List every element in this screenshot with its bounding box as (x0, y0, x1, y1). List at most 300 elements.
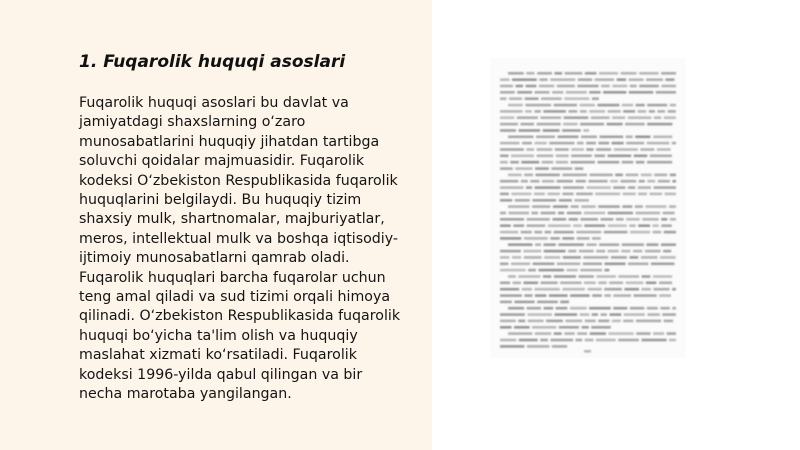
blurred-word (665, 193, 676, 196)
blurred-word (645, 205, 666, 208)
blurred-word (647, 243, 659, 246)
blurred-word (535, 91, 550, 94)
blurred-word (558, 136, 579, 139)
blurred-word (500, 212, 506, 215)
blurred-word (500, 231, 518, 234)
blurred-word (574, 199, 589, 202)
blurred-word (612, 320, 621, 323)
blurred-word (596, 339, 616, 342)
blurred-word (500, 294, 522, 297)
blurred-word (596, 275, 616, 278)
blurred-word (576, 231, 601, 234)
blurred-word (588, 180, 607, 183)
blurred-word (642, 288, 651, 291)
blurred-word (608, 155, 632, 158)
blurred-word (515, 167, 532, 170)
blurred-word (653, 224, 659, 227)
blurred-word (559, 199, 572, 202)
blurred-word (583, 256, 608, 259)
blurred-word (515, 199, 530, 202)
blurred-word (584, 282, 596, 285)
blurred-word (638, 186, 651, 189)
blurred-word (566, 91, 587, 94)
blurred-word (522, 288, 532, 291)
blurred-word (659, 282, 672, 285)
blurred-word (598, 142, 609, 145)
blurred-word (534, 231, 542, 234)
blurred-word (580, 123, 604, 126)
blurred-word (553, 205, 568, 208)
blurred-word (500, 167, 513, 170)
blurred-word (511, 155, 534, 158)
body-line: ijtimoiy munosabatlarni qamrab oladi. (79, 250, 350, 267)
blurred-word (514, 301, 534, 304)
blurred-word (585, 339, 594, 342)
blurred-word (565, 72, 583, 75)
blurred-word (510, 161, 519, 164)
blurred-word (551, 167, 572, 170)
blurred-word (617, 78, 626, 81)
blurred-word (581, 136, 597, 139)
blurred-word (642, 339, 667, 342)
blurred-word (517, 91, 532, 94)
blurred-word (580, 110, 587, 113)
blurred-word (613, 294, 631, 297)
blurred-word (508, 332, 532, 335)
blurred-word (562, 237, 574, 240)
blurred-word (553, 218, 567, 221)
blurred-word (629, 91, 654, 94)
blurred-word (527, 345, 550, 348)
blurred-word (524, 256, 542, 259)
blurred-word (500, 320, 516, 323)
blurred-word (526, 186, 532, 189)
blurred-word (623, 320, 633, 323)
blurred-word (576, 193, 593, 196)
blurred-word (610, 313, 622, 316)
blurred-word (608, 110, 621, 113)
blurred-word (629, 78, 644, 81)
blurred-word (528, 320, 544, 323)
blurred-word (661, 243, 676, 246)
blurred-word (535, 186, 561, 189)
blurred-word (662, 313, 676, 316)
blurred-word (660, 307, 669, 310)
blurred-word (670, 104, 676, 107)
blurred-word (622, 205, 632, 208)
blurred-word (570, 307, 587, 310)
blurred-word (653, 231, 662, 234)
blurred-word (608, 224, 627, 227)
blurred-word (629, 256, 638, 259)
blurred-word (622, 243, 644, 246)
blurred-word (539, 85, 554, 88)
blurred-word (587, 243, 597, 246)
blurred-word (608, 332, 633, 335)
blurred-word (524, 174, 533, 177)
blurred-word (609, 282, 623, 285)
blurred-word (547, 193, 560, 196)
blurred-word (513, 224, 524, 227)
blurred-word (535, 167, 549, 170)
blurred-word (599, 243, 619, 246)
blurred-word (573, 224, 582, 227)
blurred-word (646, 282, 657, 285)
blurred-word (592, 237, 601, 240)
blurred-word (513, 282, 521, 285)
blurred-word (648, 313, 660, 316)
blurred-word (535, 243, 541, 246)
blurred-word (525, 97, 539, 100)
blurred-word (518, 320, 525, 323)
blurred-word (658, 180, 670, 183)
blurred-word (638, 224, 650, 227)
blurred-word (571, 161, 595, 164)
blurred-word (588, 288, 602, 291)
blurred-word (647, 142, 670, 145)
blurred-word (523, 250, 541, 253)
blurred-word (647, 123, 672, 126)
blurred-word (509, 97, 522, 100)
blurred-word (645, 250, 661, 253)
blurred-word (628, 116, 652, 119)
blurred-word (636, 104, 645, 107)
blurred-word (518, 275, 540, 278)
blurred-word (541, 97, 562, 100)
body-line: meros, intellektual mulk va boshqa iqtisodiy- (79, 230, 399, 247)
blurred-word (500, 199, 512, 202)
blurred-word (621, 72, 637, 75)
blurred-word (657, 148, 671, 151)
blurred-word (500, 91, 515, 94)
blurred-word (557, 85, 575, 88)
blurred-word (638, 193, 647, 196)
blurred-word (624, 288, 639, 291)
blurred-word (601, 85, 610, 88)
blurred-word (663, 250, 671, 253)
blurred-word (580, 313, 590, 316)
blurred-word (527, 313, 552, 316)
blurred-word (601, 218, 614, 221)
blurred-word (562, 288, 585, 291)
blurred-word (672, 180, 676, 183)
blurred-word (605, 269, 610, 272)
blurred-word (533, 263, 555, 266)
blurred-word (546, 320, 563, 323)
slide-body-text (79, 94, 424, 405)
blurred-word (612, 116, 625, 119)
blurred-word (583, 263, 602, 266)
blurred-word (613, 186, 625, 189)
blurred-word (605, 263, 626, 266)
blurred-word (610, 180, 618, 183)
blurred-word (577, 332, 587, 335)
blurred-word (608, 212, 633, 215)
blurred-word (544, 243, 556, 246)
blurred-word (564, 116, 589, 119)
blurred-word (584, 224, 605, 227)
blurred-word (571, 148, 584, 151)
blurred-word (629, 224, 635, 227)
body-line: necha marotaba yangilangan. (79, 386, 292, 403)
blurred-word (569, 218, 578, 221)
blurred-word (537, 148, 553, 151)
blurred-word (554, 332, 562, 335)
blurred-word (508, 136, 534, 139)
blurred-word (539, 269, 565, 272)
blurred-word (542, 161, 554, 164)
blurred-word (559, 326, 579, 329)
body-line: teng amal qiladi va sud tizimi orqali himoya (79, 289, 391, 306)
blurred-text-lines (490, 58, 686, 358)
blurred-word (549, 142, 574, 145)
blurred-word (527, 307, 541, 310)
blurred-word (560, 282, 581, 285)
blurred-word (543, 110, 566, 113)
blurred-word (634, 155, 648, 158)
blurred-word (590, 174, 613, 177)
blurred-word (669, 339, 676, 342)
blurred-word (508, 174, 522, 177)
blurred-word (564, 332, 575, 335)
blurred-word (661, 85, 676, 88)
blurred-word (598, 104, 620, 107)
blurred-word (525, 104, 551, 107)
blurred-word (623, 110, 635, 113)
blurred-word (670, 174, 676, 177)
blurred-word (540, 116, 561, 119)
blurred-word (664, 116, 676, 119)
blurred-word (563, 186, 584, 189)
blurred-word (641, 256, 658, 259)
blurred-word (581, 218, 599, 221)
blurred-word (521, 161, 539, 164)
blurred-word (549, 294, 568, 297)
blurred-word (500, 97, 507, 100)
blurred-word (595, 193, 620, 196)
blurred-word (563, 256, 581, 259)
blurred-word (598, 320, 609, 323)
blurred-word (664, 231, 676, 234)
blurred-word (589, 91, 600, 94)
blurred-word (672, 307, 676, 310)
blurred-word (500, 263, 509, 266)
blurred-word (604, 288, 622, 291)
blurred-word (665, 78, 674, 81)
blurred-word (560, 301, 569, 304)
blurred-word (519, 129, 541, 132)
blurred-word (586, 148, 593, 151)
blurred-word (595, 78, 614, 81)
blurred-word (672, 288, 676, 291)
blurred-word (524, 237, 548, 240)
blurred-word (500, 269, 526, 272)
blurred-word (630, 307, 644, 310)
body-line: Fuqarolik huquqlari barcha fuqarolar uchun (79, 269, 386, 286)
blurred-word (589, 307, 611, 310)
blurred-word (516, 85, 524, 88)
blurred-word (565, 320, 582, 323)
slide-title: 1. Fuqarolik huquqi asoslari (79, 52, 346, 72)
blurred-word (524, 294, 532, 297)
blurred-word (626, 136, 633, 139)
blurred-word (628, 186, 635, 189)
blurred-word (625, 123, 645, 126)
blurred-word (530, 180, 539, 183)
blurred-word (634, 294, 657, 297)
blurred-word (591, 326, 611, 329)
blurred-word (592, 294, 602, 297)
blurred-word (583, 129, 589, 132)
blurred-word (500, 301, 512, 304)
blurred-word (532, 212, 539, 215)
blurred-word (594, 155, 605, 158)
blurred-word (630, 85, 637, 88)
blurred-word (578, 78, 592, 81)
blurred-word (511, 263, 530, 266)
blurred-word (586, 142, 596, 145)
blurred-word (585, 72, 597, 75)
blurred-word (577, 142, 584, 145)
blurred-word (596, 148, 611, 151)
blurred-word (571, 155, 592, 158)
blurred-word (508, 72, 524, 75)
blurred-word (500, 339, 516, 342)
body-line: huquqlarini belgilaydi. Bu huquqiy tizim (79, 192, 362, 209)
blurred-word (568, 110, 577, 113)
blurred-word (521, 231, 532, 234)
body-line: qilinadi. O‘zbekiston Respublikasida fuqarolik (79, 308, 401, 325)
blurred-word (653, 136, 672, 139)
blurred-word (580, 269, 602, 272)
blurred-word (599, 72, 618, 75)
blurred-word (591, 116, 610, 119)
blurred-word (541, 282, 558, 285)
blurred-word (556, 161, 568, 164)
blurred-word (636, 332, 650, 335)
blurred-word (500, 313, 525, 316)
blurred-word (647, 307, 658, 310)
blurred-word (663, 212, 675, 215)
blurred-word (635, 136, 650, 139)
blurred-word (570, 294, 590, 297)
blurred-word (534, 110, 540, 113)
blurred-word (575, 167, 584, 170)
blurred-word (500, 116, 514, 119)
blurred-word (500, 326, 512, 329)
body-line: shaxsiy mulk, shartnomalar, majburiyatlar, (79, 211, 385, 228)
blurred-word (536, 174, 560, 177)
blurred-word (582, 326, 589, 329)
blurred-word (579, 275, 594, 278)
blurred-word (608, 250, 619, 253)
blurred-word (567, 212, 582, 215)
blurred-word (580, 104, 595, 107)
blurred-word (508, 205, 530, 208)
blurred-word (576, 339, 583, 342)
blurred-word (562, 129, 581, 132)
blurred-word (555, 148, 569, 151)
blurred-word (639, 72, 658, 75)
blurred-word (636, 212, 661, 215)
blurred-word (615, 174, 623, 177)
blurred-word (535, 332, 551, 335)
blurred-word (526, 148, 534, 151)
body-line: kodeksi 1996-yilda qabul qilingan va bir (79, 366, 363, 383)
blurred-word (500, 288, 519, 291)
blurred-word (636, 320, 661, 323)
blurred-word (539, 78, 547, 81)
blurred-word (670, 218, 676, 221)
blurred-word (628, 263, 648, 266)
blurred-word (592, 97, 599, 100)
body-line: soluvchi qoidalar majmuasidir. Fuqarolik (79, 153, 365, 170)
blurred-word (545, 231, 552, 234)
body-line: kodeksi O‘zbekiston Respublikasida fuqarolik (79, 172, 398, 189)
blurred-word (511, 193, 531, 196)
blurred-word (603, 91, 626, 94)
blurred-word (664, 320, 674, 323)
blurred-word (650, 193, 663, 196)
blurred-word (618, 275, 639, 278)
blurred-word (587, 186, 611, 189)
blurred-word (500, 129, 516, 132)
blurred-word (500, 218, 524, 221)
blurred-word (626, 218, 640, 221)
blurred-word (585, 320, 596, 323)
blurred-word (500, 85, 513, 88)
blurred-word (500, 345, 524, 348)
blurred-word (558, 212, 564, 215)
blurred-word (647, 161, 672, 164)
blurred-word (626, 174, 639, 177)
blurred-word (550, 78, 575, 81)
blurred-word (621, 250, 630, 253)
blurred-word (584, 212, 605, 215)
blurred-word (543, 275, 551, 278)
blurred-word (661, 72, 676, 75)
blurred-word (552, 345, 567, 348)
blurred-word (661, 224, 672, 227)
blurred-word (598, 161, 620, 164)
blurred-word (500, 180, 518, 183)
blurred-word (571, 205, 579, 208)
blurred-word (601, 313, 608, 316)
blurred-word (535, 142, 547, 145)
blurred-word (616, 218, 624, 221)
blurred-word (623, 193, 636, 196)
blurred-word (592, 313, 598, 316)
blurred-word (527, 218, 550, 221)
blurred-word (576, 180, 586, 183)
blurred-word (537, 155, 554, 158)
blurred-word (525, 110, 532, 113)
blurred-word (500, 193, 509, 196)
blurred-word (659, 294, 671, 297)
blurred-word (535, 294, 547, 297)
blurred-word (536, 136, 555, 139)
blurred-word (537, 72, 552, 75)
blurred-word (672, 142, 676, 145)
blurred-word (526, 85, 537, 88)
blurred-word (548, 224, 571, 227)
blurred-word (642, 218, 658, 221)
blurred-word (522, 142, 532, 145)
blurred-word (626, 142, 644, 145)
blurred-word (639, 85, 659, 88)
blurred-word (614, 148, 638, 151)
blurred-word (512, 256, 521, 259)
